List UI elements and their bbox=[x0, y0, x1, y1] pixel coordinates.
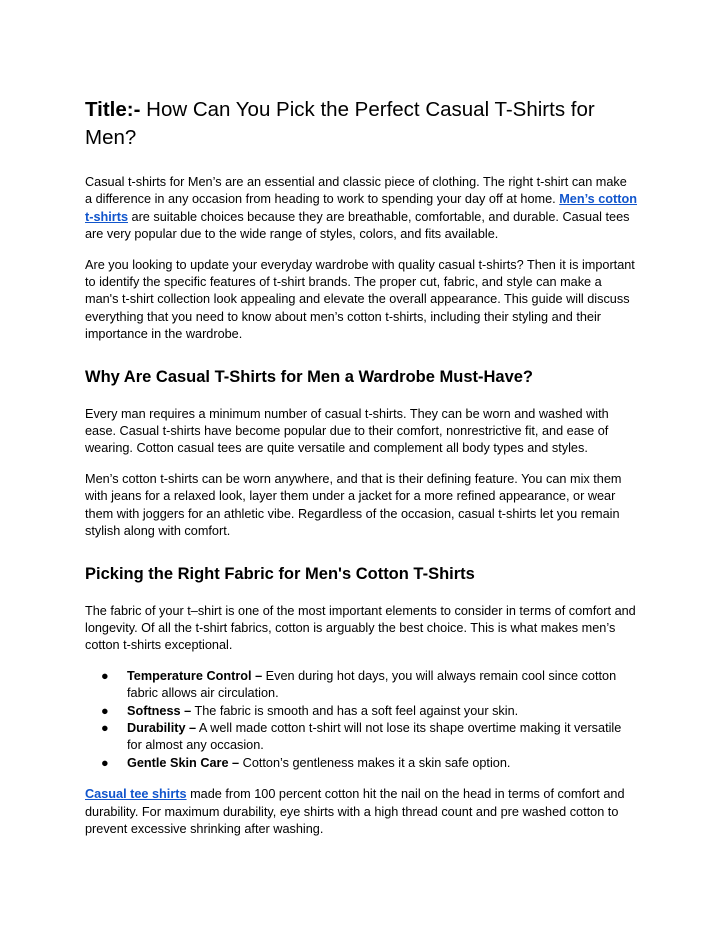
list-item bbox=[101, 755, 637, 772]
section1-heading: Why Are Casual T-Shirts for Men a Wardrobe Must-Have? bbox=[85, 367, 534, 386]
section2-paragraph-2 bbox=[85, 786, 637, 838]
mens-cotton-tshirts-link[interactable]: Men’s cotton t-shirts bbox=[85, 192, 637, 224]
list-item-text: A well made cotton t-shirt will not lose its shape overtime making it versatile for almost any occasion. bbox=[127, 720, 622, 753]
intro-paragraph-1 bbox=[85, 174, 637, 244]
intro-p1-text: Casual t-shirts for Men’s are an essential and classic piece of clothing. The right t-shirt can make a difference in any occasion from heading to work to spending your day off at home. bbox=[85, 175, 627, 207]
list-item-text: Even during hot days, you will always remain cool since cotton fabric allows air circulation. bbox=[127, 668, 617, 701]
list-item-term: Softness – bbox=[127, 703, 192, 718]
list-item bbox=[101, 668, 637, 703]
list-item-term: Gentle Skin Care – bbox=[127, 755, 240, 770]
bullet-icon: ● bbox=[101, 720, 109, 735]
bullet-icon: ● bbox=[101, 755, 109, 770]
list-item-term: Durability – bbox=[127, 720, 197, 735]
fabric-benefits-list bbox=[85, 668, 637, 772]
list-item-text: The fabric is smooth and has a soft feel against your skin. bbox=[191, 703, 519, 718]
title-text: How Can You Pick the Perfect Casual T-Shirts for Men? bbox=[85, 98, 595, 149]
section1-paragraph-1: Every man requires a minimum number of casual t-shirts. They can be worn and washed with ease. Casual t-shirts have become popular due to their comfort, nonrestrictive fit, and ease of wearing. Cotton casual tees are quite versatile and complement all body types and styles. bbox=[85, 406, 609, 456]
list-item-text: Cotton’s gentleness makes it a skin safe option. bbox=[239, 755, 511, 770]
page-title bbox=[85, 96, 637, 152]
list-item bbox=[101, 720, 637, 755]
list-item-term: Temperature Control – bbox=[127, 668, 263, 683]
intro-p1-after: are suitable choices because they are breathable, comfortable, and durable. Casual tees are very popular due to the wide range of styles, colors, and fits available. bbox=[85, 209, 630, 242]
intro-paragraph-2: Are you looking to update your everyday wardrobe with quality casual t-shirts? Then it is important to identify the specific features of t-shirt brands. The proper cut, fabric, and style can make a man's t-shirt collection look appealing and elevate the overall appearance. This guide will discuss everything that you need to know about men’s cotton t-shirts, including their styling and their importance in the wardrobe. bbox=[85, 257, 635, 342]
bullet-icon: ● bbox=[101, 703, 109, 718]
section2-p2-after: made from 100 percent cotton hit the nail on the head in terms of comfort and durability. For maximum durability, eye shirts with a high thread count and pre washed cotton to prevent excessive shrinking after washing. bbox=[85, 787, 625, 836]
document-page bbox=[85, 96, 637, 851]
bullet-icon: ● bbox=[101, 668, 109, 683]
section2-paragraph-1: The fabric of your t–shirt is one of the most important elements to consider in terms of comfort and longevity. Of all the t-shirt fabrics, cotton is arguably the best choice. This is what makes men’s cotton t-shirts exceptional. bbox=[85, 603, 636, 653]
casual-tee-shirts-link[interactable]: Casual tee shirts bbox=[85, 787, 187, 802]
section1-paragraph-2: Men’s cotton t-shirts can be worn anywhere, and that is their defining feature. You can mix them with jeans for a relaxed look, layer them under a jacket for a more refined appearance, or wear them with joggers for an athletic vibe. Regardless of the occasion, casual t-shirts let you remain stylish along with comfort. bbox=[85, 471, 622, 539]
section2-heading: Picking the Right Fabric for Men's Cotton T-Shirts bbox=[85, 564, 475, 583]
list-item bbox=[101, 703, 637, 720]
title-prefix: Title:- bbox=[85, 98, 141, 121]
